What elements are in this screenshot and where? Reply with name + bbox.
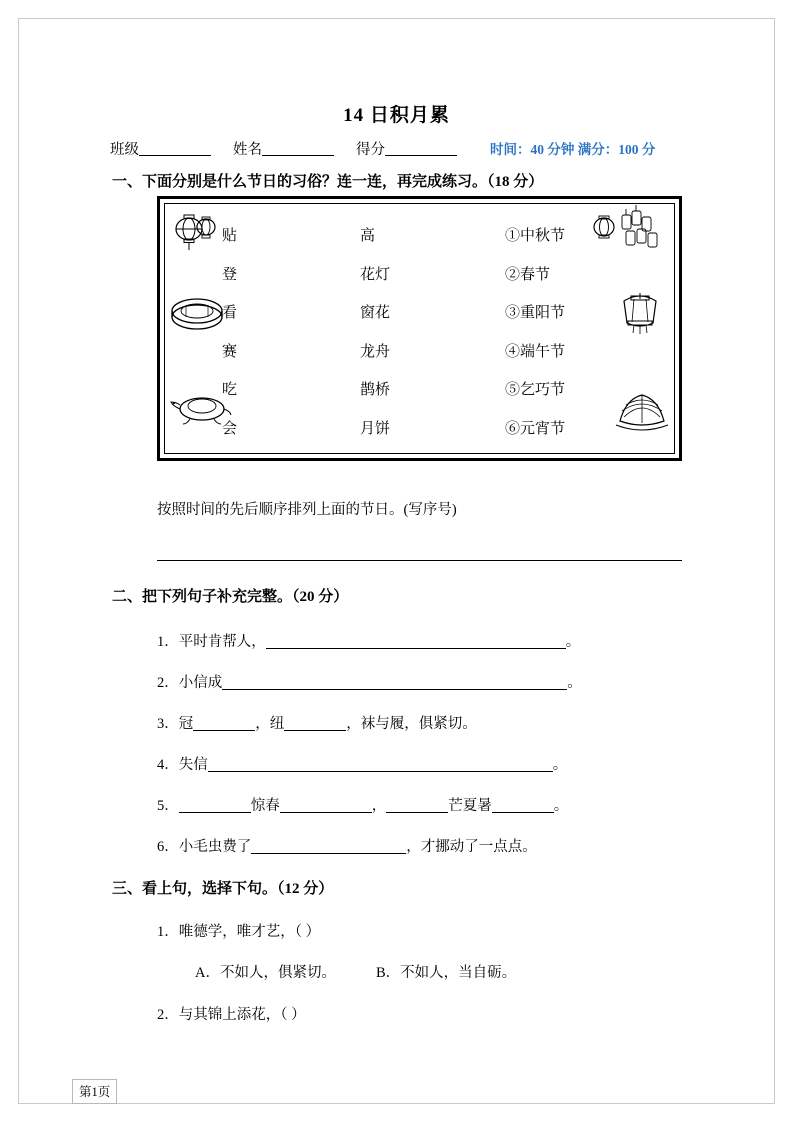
match-exercise-box xyxy=(157,196,682,461)
score-label: 得分 xyxy=(356,142,385,158)
match-b-item[interactable]: 花灯 xyxy=(360,266,391,283)
match-c-item[interactable]: ⑥元宵节 xyxy=(505,420,566,437)
score-input-blank[interactable] xyxy=(385,141,457,156)
match-a-item[interactable]: 赛 xyxy=(222,343,238,360)
section-2-item-4 xyxy=(157,753,567,774)
section-2-heading: 二、把下列句子补充完整。（20 分） xyxy=(112,589,349,605)
item-5-blank-4[interactable] xyxy=(492,797,554,813)
option-b[interactable]: B．不如人，当自砺。 xyxy=(375,965,517,981)
item-6-text: 6．小毛虫费了 xyxy=(157,839,252,855)
match-a-item[interactable]: 会 xyxy=(222,420,238,437)
item-2-text: 2．小信成 xyxy=(157,675,223,691)
section-1-heading: 一、下面分别是什么节日的习俗？连一连，再完成练习。（18 分） xyxy=(112,174,544,190)
match-b-item[interactable]: 龙舟 xyxy=(360,343,391,360)
item-5-text-b: 惊春 xyxy=(250,798,280,814)
section-2-item-6 xyxy=(157,835,537,856)
match-column-a xyxy=(222,217,237,448)
item-4-tail: 。 xyxy=(552,757,568,773)
item-5-text-a: 5． xyxy=(157,798,179,814)
match-c-item[interactable]: ⑤乞巧节 xyxy=(505,382,566,398)
section-3-heading: 三、看上句，选择下句。（12 分） xyxy=(112,881,334,897)
name-label: 姓名 xyxy=(233,142,262,158)
section-2-item-1 xyxy=(157,630,580,651)
item-3-blank-2[interactable] xyxy=(284,715,346,731)
item-1-tail: 。 xyxy=(565,634,581,650)
section-3-options-row xyxy=(195,961,516,982)
exam-meta: 时间：40 分钟 满分：100 分 xyxy=(490,142,656,157)
match-a-item[interactable]: 看 xyxy=(222,305,238,321)
item-3-text-c: ，袜与履，俱紧切。 xyxy=(346,716,477,732)
section-2-item-3 xyxy=(157,712,477,733)
zongzi-icon xyxy=(610,387,674,435)
match-a-item[interactable]: 登 xyxy=(222,266,238,283)
match-c-item[interactable]: ④端午节 xyxy=(505,343,566,360)
section-2-item-2 xyxy=(157,671,582,692)
match-c-item[interactable]: ②春节 xyxy=(505,266,551,283)
section-2-item-5 xyxy=(157,794,568,815)
item-5-text-d: 芒夏暑 xyxy=(448,798,492,814)
match-b-item[interactable]: 窗花 xyxy=(360,305,391,321)
item-1-text: 1．平时肯帮人， xyxy=(157,634,266,650)
page-title: 14 日积月累 xyxy=(343,105,450,126)
class-input-blank[interactable] xyxy=(139,141,211,156)
page-number-footer: 第1页 xyxy=(72,1079,117,1104)
section-1-note: 按照时间的先后顺序排列上面的节日。(写序号) xyxy=(157,502,457,518)
item-5-blank-3[interactable] xyxy=(386,797,448,813)
class-label: 班级 xyxy=(110,142,139,158)
match-b-item[interactable]: 高 xyxy=(360,228,376,244)
lantern-icon xyxy=(172,207,220,253)
item-5-blank-1[interactable] xyxy=(179,797,251,813)
match-c-item[interactable]: ①中秋节 xyxy=(505,228,566,244)
item-2-tail: 。 xyxy=(567,675,582,691)
palace-lantern-icon xyxy=(612,285,668,337)
match-c-item[interactable]: ③重阳节 xyxy=(505,305,566,321)
item-6-blank[interactable] xyxy=(251,838,406,854)
match-a-item[interactable]: 贴 xyxy=(222,228,238,244)
item-5-text-e: 。 xyxy=(553,798,569,814)
item-2-blank[interactable] xyxy=(222,674,567,690)
item-3-blank-1[interactable] xyxy=(193,715,255,731)
mooncake-icon xyxy=(168,295,226,335)
match-column-b xyxy=(360,217,390,448)
item-1-blank[interactable] xyxy=(266,633,566,649)
item-3-text-a: 3．冠 xyxy=(157,716,194,732)
section-3-item-1: 1．唯德学，唯才艺，（ ） xyxy=(157,924,321,940)
item-6-tail: ，才挪动了一点点。 xyxy=(406,839,537,855)
name-input-blank[interactable] xyxy=(262,141,334,156)
item-3-text-b: ，纽 xyxy=(255,716,285,732)
match-column-c xyxy=(505,217,565,448)
firecracker-icon xyxy=(590,205,668,257)
section-3-item-2: 2．与其锦上添花，（ ） xyxy=(157,1007,306,1023)
match-b-item[interactable]: 月饼 xyxy=(360,420,391,437)
match-a-item[interactable]: 吃 xyxy=(222,382,238,398)
item-5-text-c: ， xyxy=(371,798,387,814)
item-4-blank[interactable] xyxy=(208,756,553,772)
match-b-item[interactable]: 鹊桥 xyxy=(360,382,391,398)
item-5-blank-2[interactable] xyxy=(280,797,372,813)
item-4-text: 4．失信 xyxy=(157,757,208,773)
section-1-answer-blank[interactable] xyxy=(157,560,682,561)
option-a[interactable]: A．不如人，俱紧切。 xyxy=(195,965,336,981)
